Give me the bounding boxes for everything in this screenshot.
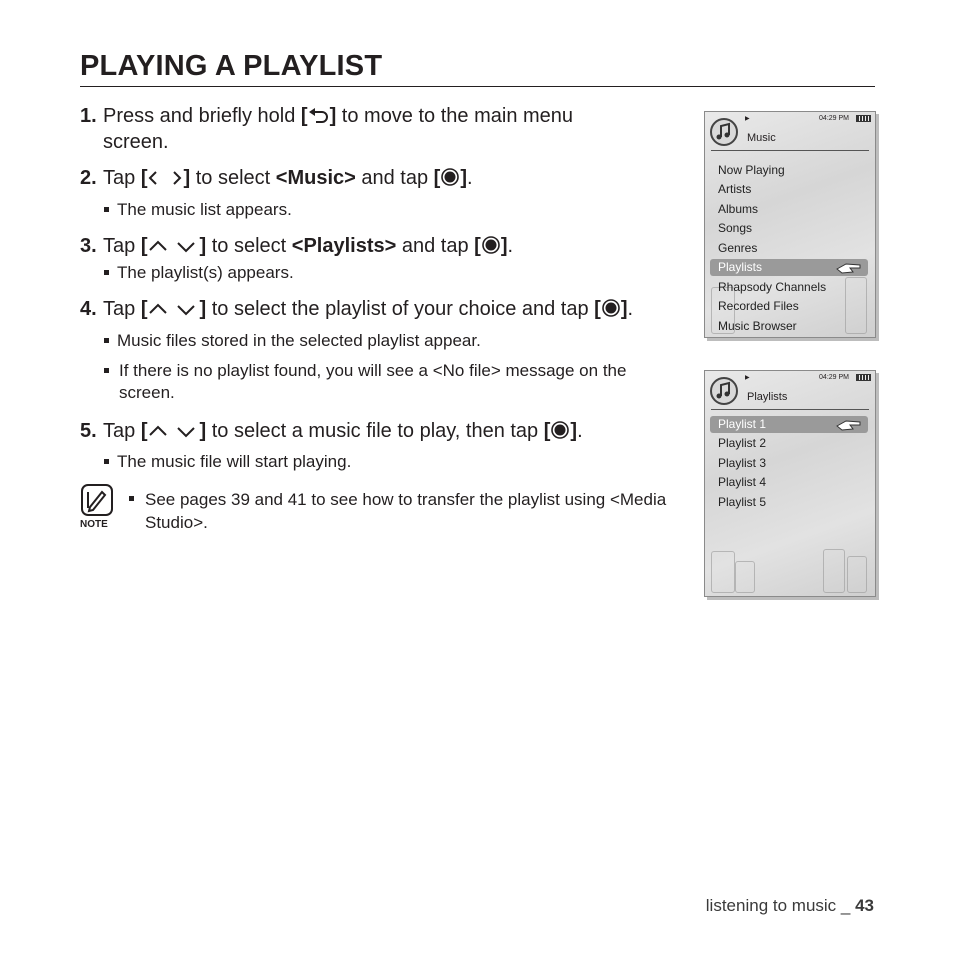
step-2: 2. Tap [ ] to select <Music> and tap [ ]. bbox=[80, 166, 473, 192]
step-1: 1. Press and briefly hold [ ] to move to the main menu screen. bbox=[80, 105, 574, 153]
menu-item-rhapsody-channels[interactable]: Rhapsody Channels bbox=[718, 280, 827, 294]
music-note-icon bbox=[710, 118, 738, 146]
pointing-hand-icon bbox=[836, 418, 862, 436]
status-bar bbox=[745, 374, 871, 384]
up-down-icon bbox=[147, 299, 199, 323]
select-button-icon bbox=[481, 236, 501, 260]
play-icon: ▶ bbox=[745, 375, 750, 381]
battery-icon bbox=[856, 374, 871, 381]
bullet-music-list: The music list appears. bbox=[104, 199, 292, 221]
status-bar bbox=[745, 115, 871, 125]
device-screen-playlists bbox=[704, 370, 876, 597]
menu-item-now-playing[interactable]: Now Playing bbox=[718, 163, 785, 177]
bullet-files-appear: Music files stored in the selected playlist appear. bbox=[104, 330, 481, 352]
page-number: 43 bbox=[855, 896, 874, 915]
playlist-item-1[interactable]: Playlist 1 bbox=[710, 416, 868, 433]
step-number: 1. bbox=[80, 105, 97, 127]
menu-item-music-browser[interactable]: Music Browser bbox=[718, 319, 797, 333]
select-button-icon bbox=[601, 299, 621, 323]
menu-item-playlists[interactable]: Playlists bbox=[710, 259, 868, 276]
bullet-no-file: If there is no playlist found, you will see a <No file> message on the screen. bbox=[104, 360, 679, 404]
note-text: See pages 39 and 41 to see how to transfer the playlist using <Media Studio>. bbox=[129, 488, 689, 534]
title-rule bbox=[80, 86, 875, 87]
step-3: 3. Tap [ ] to select <Playlists> and tap [ ]. bbox=[80, 234, 513, 260]
select-button-icon bbox=[440, 168, 460, 192]
step-5: 5. Tap [ ] to select a music file to play, then tap [ ]. bbox=[80, 419, 583, 445]
clock: 04:29 PM bbox=[819, 374, 849, 381]
menu-item-artists[interactable]: Artists bbox=[718, 182, 752, 196]
playlist-item-2[interactable]: Playlist 2 bbox=[718, 436, 767, 450]
step-number: 4. bbox=[80, 298, 97, 320]
menu-item-recorded-files[interactable]: Recorded Files bbox=[718, 299, 799, 313]
pointing-hand-icon bbox=[836, 261, 862, 279]
page-title: PLAYING A PLAYLIST bbox=[80, 50, 383, 82]
up-down-icon bbox=[147, 236, 199, 260]
screen-header: Music bbox=[747, 132, 776, 144]
play-icon: ▶ bbox=[745, 116, 750, 122]
playlist-item-4[interactable]: Playlist 4 bbox=[718, 475, 767, 489]
playlist-item-5[interactable]: Playlist 5 bbox=[718, 495, 767, 509]
menu-item-genres[interactable]: Genres bbox=[718, 241, 758, 255]
page-footer: listening to music _ 43 bbox=[705, 896, 874, 915]
step-number: 2. bbox=[80, 167, 97, 189]
select-button-icon bbox=[550, 421, 570, 445]
screen-header: Playlists bbox=[747, 391, 788, 403]
battery-icon bbox=[856, 115, 871, 122]
left-right-icon bbox=[147, 168, 183, 192]
step-4: 4. Tap [ ] to select the playlist of your choice and tap [ ]. bbox=[80, 297, 633, 323]
step-number: 3. bbox=[80, 235, 97, 257]
menu-item-albums[interactable]: Albums bbox=[718, 202, 759, 216]
device-screen-music bbox=[704, 111, 876, 338]
menu-item-songs[interactable]: Songs bbox=[718, 221, 753, 235]
back-arrow-icon bbox=[308, 106, 330, 130]
note-pencil-icon bbox=[81, 484, 113, 516]
clock: 04:29 PM bbox=[819, 115, 849, 122]
playlist-item-3[interactable]: Playlist 3 bbox=[718, 456, 767, 470]
bullet-playlists-appear: The playlist(s) appears. bbox=[104, 262, 294, 284]
up-down-icon bbox=[147, 421, 199, 445]
bullet-start-playing: The music file will start playing. bbox=[104, 451, 351, 473]
note-label: NOTE bbox=[80, 519, 108, 530]
step-number: 5. bbox=[80, 420, 97, 442]
music-note-icon bbox=[710, 377, 738, 405]
